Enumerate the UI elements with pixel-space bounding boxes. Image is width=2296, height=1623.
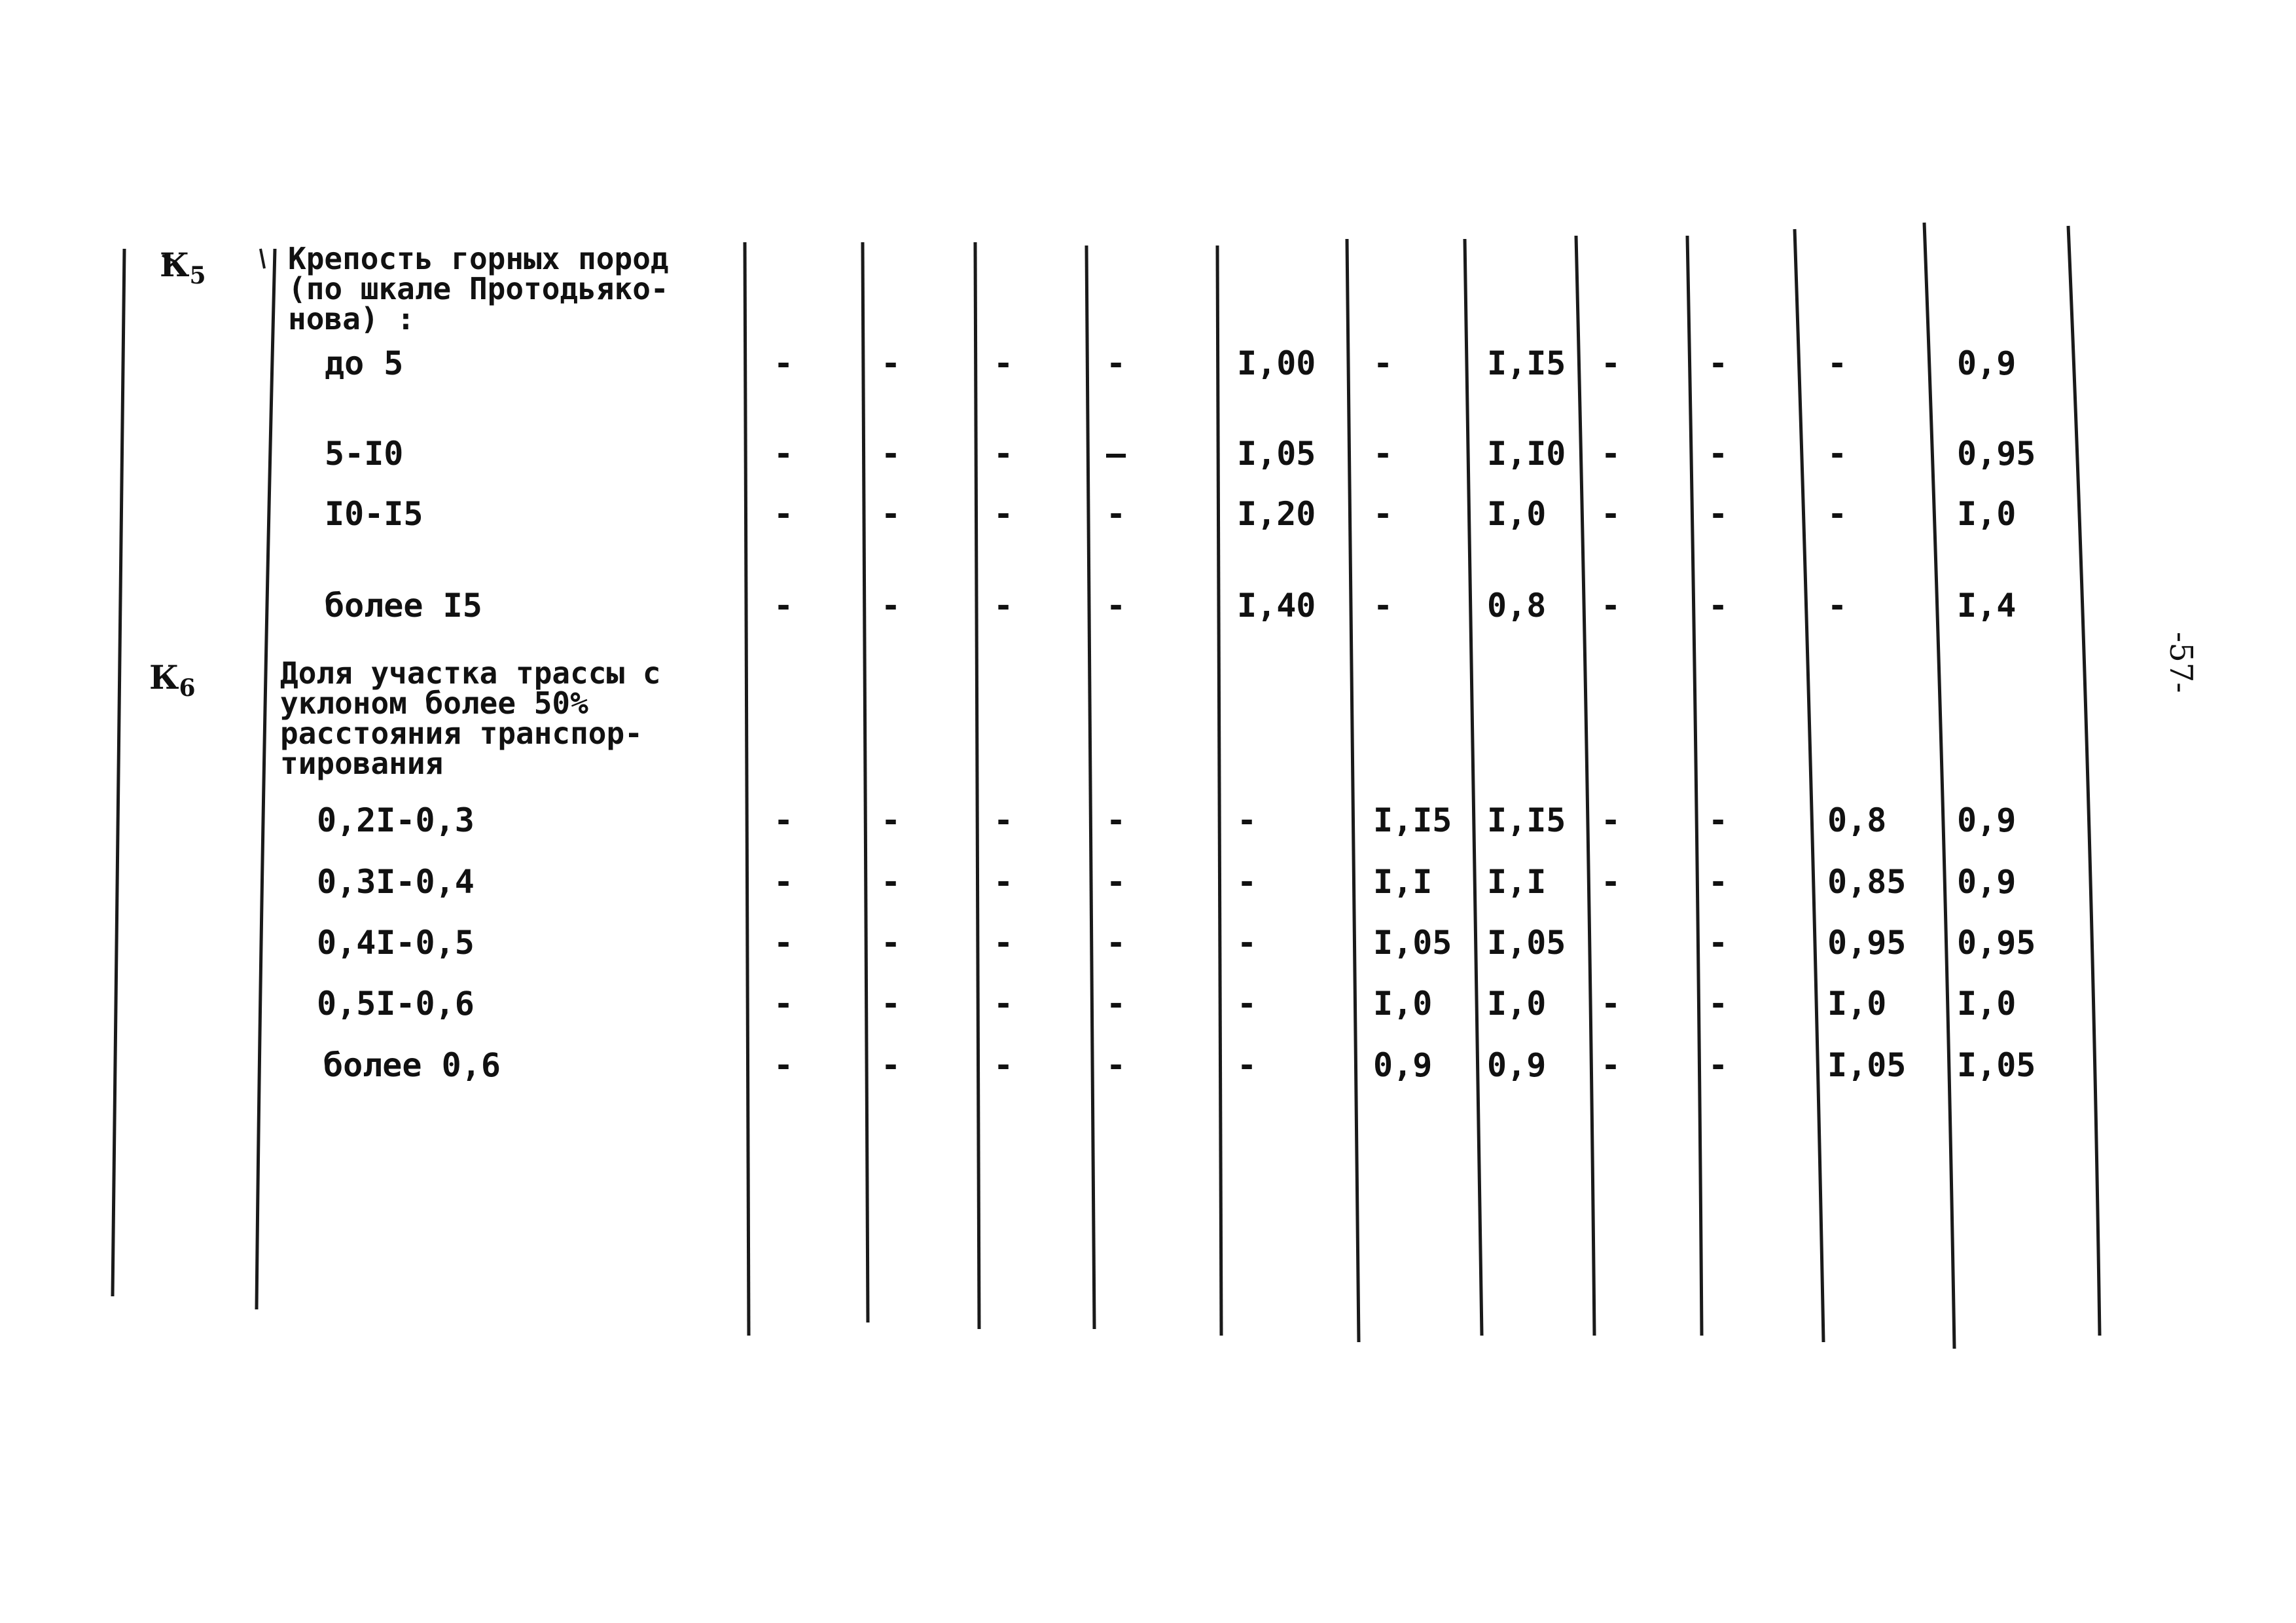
table-cell-slope-share: - [1106,924,1126,962]
table-cell-slope-share: - [774,863,794,901]
column-rule [1687,236,1702,1336]
column-rule [1086,246,1094,1329]
section-code-k5: $К_5$ [160,246,206,289]
column-rule [975,242,979,1329]
table-cell-slope-share: - [774,924,794,962]
table-cell-slope-share: - [774,801,794,839]
table-cell-slope-share: 0,9 [1373,1046,1433,1084]
table-cell-slope-share: - [1237,985,1257,1023]
table-cell-slope-share: - [881,924,901,962]
table-cell-slope-share: I,0 [1487,985,1547,1023]
table-cell-slope-share: I,05 [1827,1046,1907,1084]
table-cell-rock-strength: - [774,435,794,473]
table-cell-rock-strength: - [1827,344,1848,382]
table-cell-slope-share: 0,95 [1957,924,2036,962]
row-label: I0-I5 [325,495,423,533]
table-cell-rock-strength: - [994,587,1014,625]
table-cell-rock-strength: - [881,587,901,625]
table-cell-rock-strength: - [1106,587,1126,625]
table-cell-slope-share: - [1237,1046,1257,1084]
table-cell-rock-strength: - [1708,587,1729,625]
column-rule [1576,236,1594,1336]
row-label: 0,3I-0,4 [317,863,475,901]
column-rule [113,249,124,1296]
table-cell-slope-share: 0,9 [1957,801,2017,839]
table-cell-rock-strength: - [1601,344,1621,382]
table-cell-slope-share: I,I5 [1487,801,1566,839]
column-rule [745,242,749,1336]
row-label: более I5 [325,587,482,625]
table-cell-slope-share: - [1237,863,1257,901]
table-cell-slope-share: I,05 [1957,1046,2036,1084]
table-cell-rock-strength: - [774,587,794,625]
table-cell-rock-strength: - [1708,435,1729,473]
row-label: 0,4I-0,5 [317,924,475,962]
table-cell-slope-share: - [1106,985,1126,1023]
table-cell-rock-strength: - [1373,495,1393,533]
column-rule [1795,229,1823,1342]
table-cell-slope-share: I,I [1487,863,1547,901]
table-cell-rock-strength: - [994,495,1014,533]
table-cell-slope-share: - [1601,801,1621,839]
table-cell-rock-strength: - [1708,495,1729,533]
table-cell-slope-share: 0,95 [1827,924,1907,962]
table-cell-rock-strength: - [1373,344,1393,382]
table-cell-rock-strength: - [1106,344,1126,382]
table-cell-rock-strength: I,00 [1237,344,1316,382]
title-line: Доля участка трассы с [280,655,661,691]
column-rule [1347,239,1359,1342]
table-cell-rock-strength: - [1373,587,1393,625]
table-cell-slope-share: I,0 [1373,985,1433,1023]
table-cell-slope-share: - [1708,985,1729,1023]
row-label: 0,5I-0,6 [317,985,475,1023]
table-cell-rock-strength: - [881,435,901,473]
table-cell-slope-share: I,05 [1487,924,1566,962]
table-cell-rock-strength: I,05 [1237,435,1316,473]
table-cell-slope-share: - [881,985,901,1023]
section-title-slope-share [280,655,661,781]
table-cell-rock-strength: - [1708,344,1729,382]
table-cell-rock-strength: 0,95 [1957,435,2036,473]
table-cell-slope-share: - [1106,1046,1126,1084]
column-rule [863,242,868,1322]
table-cell-slope-share: - [1237,924,1257,962]
section-code-k6: $К_6$ [149,658,196,702]
table-cell-rock-strength: 0,8 [1487,587,1547,625]
table-cell-slope-share: I,0 [1827,985,1887,1023]
table-cell-slope-share: I,0 [1957,985,2017,1023]
table-cell-slope-share: - [1601,863,1621,901]
table-cell-rock-strength: - [1827,495,1848,533]
table-cell-rock-strength: - [881,495,901,533]
table-cell-slope-share: - [1601,985,1621,1023]
table-cell-rock-strength: - [1373,435,1393,473]
scan-mark [260,249,264,268]
table-cell-rock-strength: I,0 [1487,495,1547,533]
title-line: расстояния транспор- [280,716,643,751]
table-cell-slope-share: - [1708,924,1729,962]
table-cell-slope-share: - [994,801,1014,839]
section-title-rock-strength [288,241,669,337]
table-cell-rock-strength: - [774,344,794,382]
table-cell-slope-share: - [1601,1046,1621,1084]
table-cell-rock-strength: - [994,435,1014,473]
table-cell-rock-strength: - [1827,587,1848,625]
table-cell-rock-strength: 0,9 [1957,344,2017,382]
page-number: -57- [2162,632,2199,693]
table-cell-slope-share: - [774,985,794,1023]
title-line: тирования [280,746,444,781]
table-cell-slope-share: - [774,1046,794,1084]
title-line: уклоном более 50% [280,685,588,721]
table-cell-slope-share: - [1708,1046,1729,1084]
table-cell-rock-strength: - [881,344,901,382]
table-cell-slope-share: I,I5 [1373,801,1452,839]
table-cell-rock-strength: I,I0 [1487,435,1566,473]
table-cell-rock-strength: - [1601,587,1621,625]
table-cell-slope-share: - [1708,801,1729,839]
title-line: нова) : [288,301,415,337]
table-cell-rock-strength: I,20 [1237,495,1316,533]
row-label: 0,2I-0,3 [317,801,475,839]
table-cell-slope-share: - [1708,863,1729,901]
table-cell-rock-strength: I,I5 [1487,344,1566,382]
column-rule [2068,226,2100,1336]
table-cell-slope-share: I,05 [1373,924,1452,962]
column-rule [1217,246,1221,1336]
table-cell-rock-strength: - [1601,495,1621,533]
table-cell-slope-share: - [881,863,901,901]
table-cell-slope-share: - [1237,801,1257,839]
table-cell-slope-share: - [1106,863,1126,901]
table-cell-rock-strength: - [1106,495,1126,533]
table-cell-slope-share: - [881,801,901,839]
table-cell-rock-strength: - [1827,435,1848,473]
title-line: Крепость горных пород [288,241,669,276]
table-cell-slope-share: 0,85 [1827,863,1907,901]
table-cell-rock-strength: I,40 [1237,587,1316,625]
table-cell-slope-share: - [994,985,1014,1023]
title-line: (по шкале Протодьяко- [288,271,669,306]
table-cell-slope-share: - [994,1046,1014,1084]
table-cell-slope-share: I,I [1373,863,1433,901]
row-label: 5-I0 [325,435,404,473]
table-cell-rock-strength: - [994,344,1014,382]
column-rule [257,249,275,1309]
table-cell-slope-share: - [881,1046,901,1084]
table-cell-slope-share: - [994,863,1014,901]
table-cell-slope-share: 0,8 [1827,801,1887,839]
table-cell-rock-strength: I,4 [1957,587,2017,625]
table-cell-rock-strength: - [1601,435,1621,473]
table-cell-slope-share: - [994,924,1014,962]
row-label: до 5 [325,344,404,382]
table-cell-rock-strength: - [774,495,794,533]
table-cell-rock-strength: — [1106,435,1126,473]
table-cell-slope-share: 0,9 [1487,1046,1547,1084]
table-cell-rock-strength: I,0 [1957,495,2017,533]
table-cell-slope-share: 0,9 [1957,863,2017,901]
column-rule [1465,239,1482,1336]
row-label: более 0,6 [323,1046,501,1084]
table-cell-slope-share: - [1106,801,1126,839]
column-rule [1924,223,1954,1349]
